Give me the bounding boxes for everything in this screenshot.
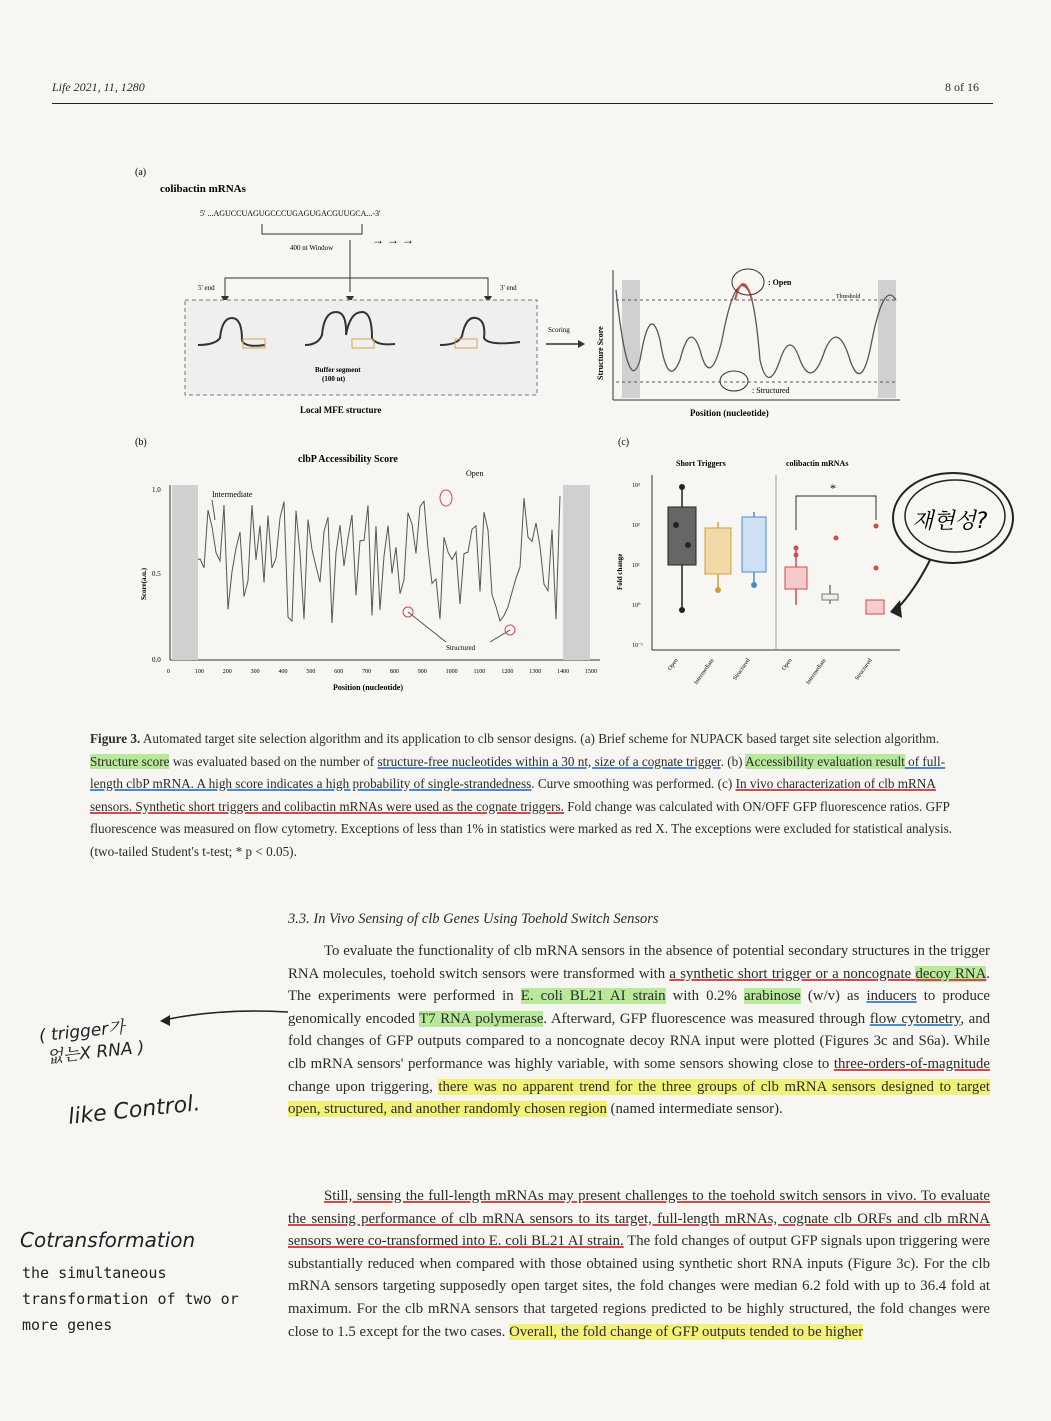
b-xtick: 100 — [194, 669, 204, 675]
c-xtick: Intermediate — [693, 657, 716, 686]
running-header: Life 2021, 11, 1280 — [52, 80, 145, 94]
c-xtick: Open — [781, 657, 794, 672]
b-xtick: 1500 — [585, 669, 597, 675]
svg-text:0.0: 0.0 — [152, 656, 161, 664]
c-ytick: 10⁻¹ — [632, 643, 643, 649]
c-ytick: 10² — [632, 523, 640, 529]
page-number: 8 of 16 — [945, 80, 979, 94]
panel-a-title: colibactin mRNAs — [160, 183, 246, 195]
b-y-label: Score(a.u.) — [140, 567, 148, 600]
intermediate-label: Intermediate — [212, 490, 253, 499]
panel-a-label: (a) — [135, 167, 147, 178]
b-xtick: 800 — [389, 669, 399, 675]
significance-star: * — [830, 481, 836, 495]
b-xtick: 700 — [362, 669, 372, 675]
c-xtick: Structured — [854, 657, 874, 682]
b-open-label: Open — [466, 469, 484, 478]
figure-caption: Figure 3. Automated target site selection algorithm and its application to clb sensor designs. (a) Brief scheme for NUPACK based target site selection algorithm. Structure score was evaluated based on the number of structure-free nucleotides within a 30 nt, size of a cognate trigger. (b) Accessibility evaluation result of full-length clbP mRNA. A high score indicates a high probability of single-strandedness. Curve smoothing was performed. (c) In vivo characterization of clb mRNA sensors. Synthetic short triggers and colibactin mRNAs were used as the cognate triggers. Fold change was calculated with ON/OFF GFP fluorescence ratios. GFP fluorescence was measured on flow cytometry. Exceptions of less than 1% in statistics were marked as red X. The exceptions were excluded for statistical analysis. (two-tailed Student's t-test; * p < 0.05). — [90, 731, 953, 859]
paragraph-2: Still, sensing the full-length mRNAs may present challenges to the toehold switch sensors in vivo. To evaluate the sensing performance of clb mRNA sensors to its target, full-length mRNAs, cognate clb ORFs and clb mRNA sensors were co-transformed into E. coli BL21 AI strain. The fold changes of output GFP signals upon triggering were substantially reduced when compared with those obtained using synthetic short RNA inputs (Figure 3c). For the clb mRNA sensors targeting supposedly open target sites, the fold changes were median 6.2 fold with up to 36.4 fold at maximum. For the clb mRNA sensors that targeted regions predicted to be highly structured, the fold changes were close to 1.5 except for the two cases. Overall, the fold change of GFP outputs tended to be higher — [288, 1188, 990, 1340]
buffer-label: Buffer segment (100 nt) — [315, 366, 361, 383]
c-ytick: 10⁰ — [632, 603, 641, 609]
b-xtick: 1000 — [445, 669, 458, 675]
open-annotation: : Open — [768, 278, 792, 287]
c-ytick: 10¹ — [632, 563, 640, 569]
panel-a-sequence: 5' ...AGUCCUAGUGCCCUGAGUGACGUUGCA...-3' — [200, 209, 381, 218]
b-xtick: 600 — [334, 669, 344, 675]
b-xtick: 1300 — [529, 669, 542, 675]
b-xtick: 300 — [250, 669, 260, 675]
note-definition: the simultaneous transformation of two or more genes — [22, 1264, 239, 1334]
b-xtick: 200 — [222, 669, 232, 675]
b-xtick: 500 — [306, 669, 316, 675]
score-y-label: Structure Score — [596, 326, 605, 380]
window-label: 400 nt Window — [290, 244, 334, 252]
panel-b-label: (b) — [135, 437, 147, 448]
note-reproducibility: 재현성? — [912, 509, 988, 534]
handwritten-note-control: like Control. — [67, 1091, 202, 1130]
b-xtick: 900 — [417, 669, 427, 675]
c-group2: colibactin mRNAs — [786, 459, 849, 468]
b-xtick: 400 — [278, 669, 288, 675]
c-xtick: Open — [667, 657, 680, 672]
b-xtick: 1400 — [557, 669, 570, 675]
c-xtick: Structured — [732, 657, 752, 682]
b-xtick: 0 — [167, 669, 170, 675]
end5-label: 5' end — [198, 284, 215, 292]
b-x-label: Position (nucleotide) — [333, 683, 403, 692]
b-xtick: 1100 — [473, 669, 486, 675]
c-group1: Short Triggers — [676, 459, 726, 468]
handwritten-note-trigger: ( trigger가 없는X RNA ) — [38, 1017, 146, 1069]
c-xtick: Intermediate — [805, 657, 828, 686]
local-mfe-label: Local MFE structure — [300, 405, 382, 415]
c-y-label: Fold change — [616, 553, 624, 590]
score-x-label: Position (nucleotide) — [690, 408, 769, 418]
c-ytick: 10³ — [632, 483, 640, 489]
panel-b-title: clbP Accessibility Score — [298, 454, 398, 465]
section-heading: 3.3. In Vivo Sensing of clb Genes Using Toehold Switch Sensors — [288, 911, 659, 927]
handwritten-note-cotransformation: Cotransformation — [20, 1228, 196, 1252]
panel-c-label: (c) — [618, 437, 630, 448]
window-arrows: → → → — [372, 233, 414, 247]
svg-text:0.5: 0.5 — [152, 570, 161, 578]
paragraph-1: To evaluate the functionality of clb mRNA sensors in the absence of potential secondary structures in the trigger RNA molecules, toehold switch sensors were transformed with a synthetic short trigger or a noncognate decoy RNA. The experiments were performed in E. coli BL21 AI strain with 0.2% arabinose (w/v) as inducers to produce genomically encoded T7 RNA polymerase. Afterward, GFP fluorescence was measured through flow cytometry, and fold changes of GFP outputs compared to a noncognate decoy RNA input were plotted (Figures 3c and S6a). While clb mRNA sensors' performance was highly variable, with some sensors showing close to three-orders-of-magnitude change upon triggering, there was no apparent trend for the three groups of clb mRNA sensors designed to target open, structured, and another randomly chosen region (named intermediate sensor). — [288, 943, 991, 1118]
structured-annotation: : Structured — [752, 386, 790, 395]
end3-label: 3' end — [500, 284, 517, 292]
scoring-label: Scoring — [548, 326, 570, 334]
threshold-label: Threshold — [836, 294, 861, 300]
b-structured-label: Structured — [446, 644, 476, 652]
svg-text:1.0: 1.0 — [152, 486, 161, 494]
b-xtick: 1200 — [501, 669, 514, 675]
